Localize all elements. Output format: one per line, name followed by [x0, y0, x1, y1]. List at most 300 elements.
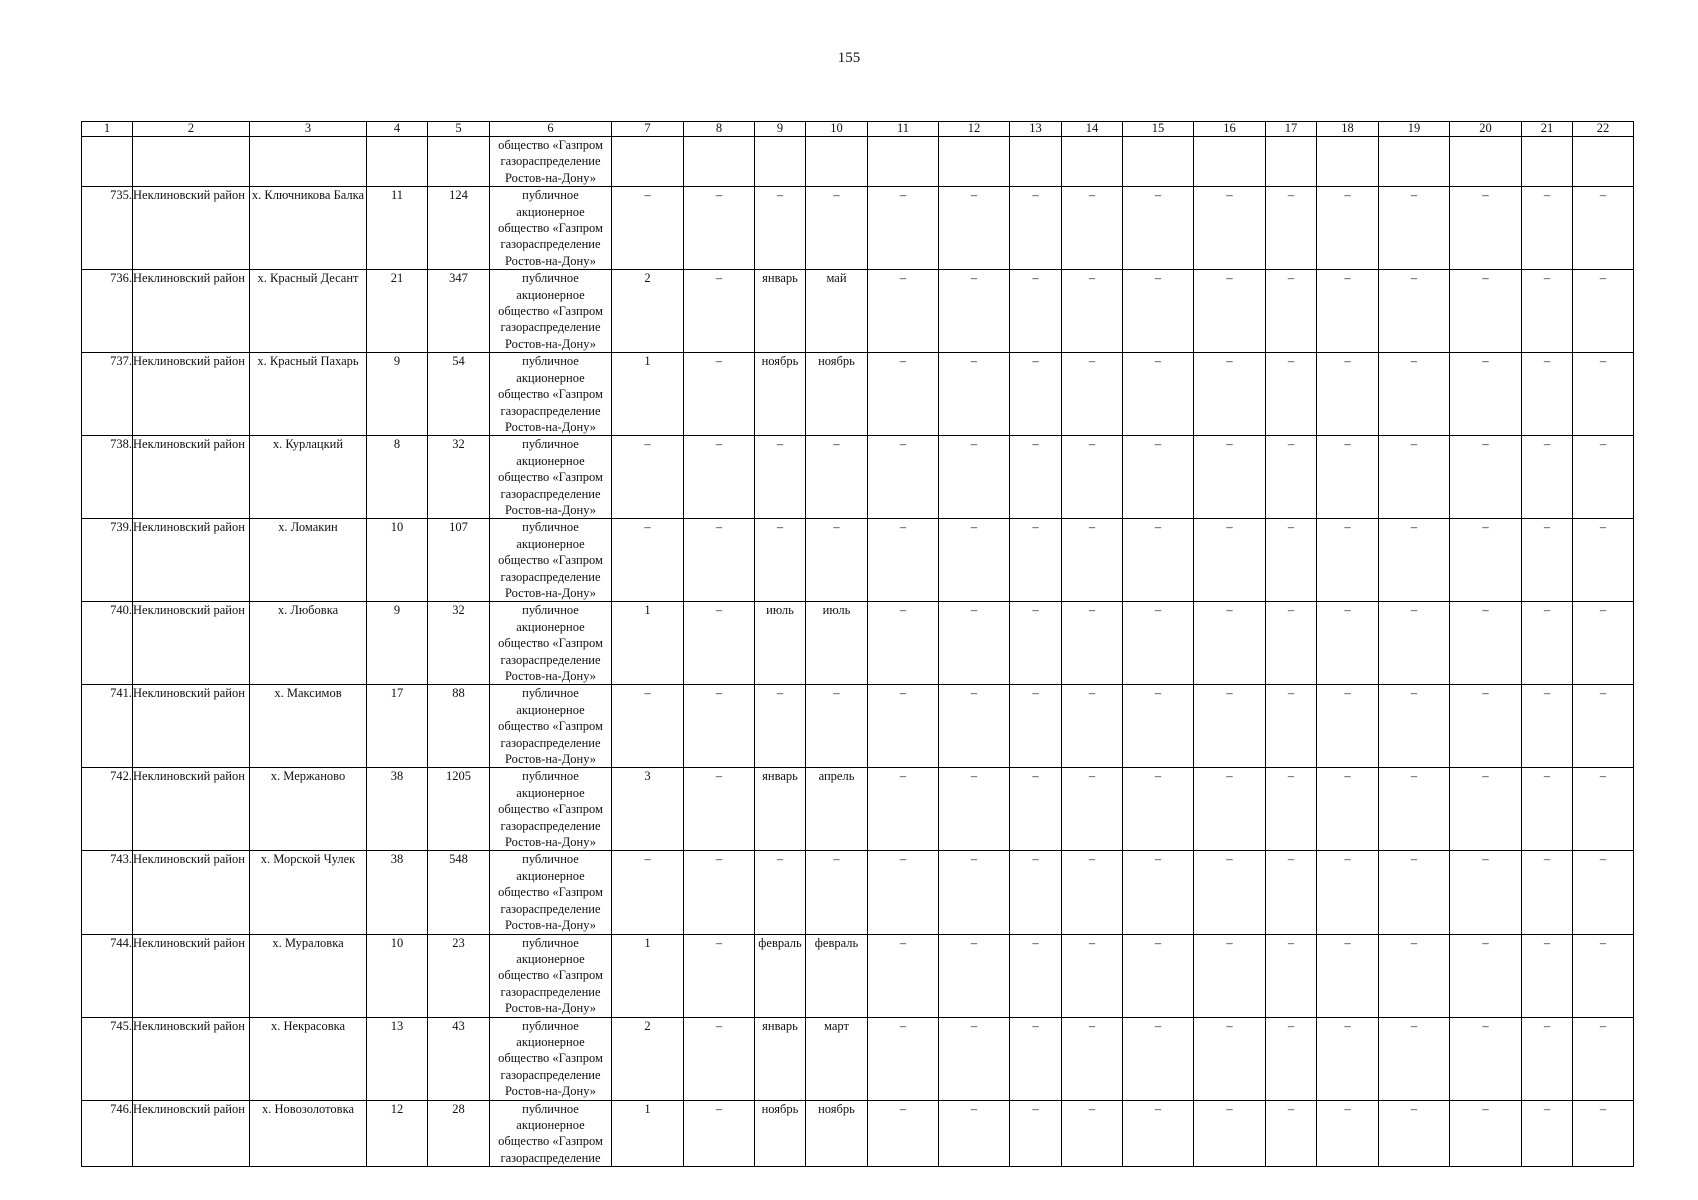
column-header-10: 10 — [806, 122, 868, 137]
organization-line: Ростов-на-Дону» — [504, 253, 597, 268]
empty-cell — [1010, 137, 1062, 187]
column-header-8: 8 — [684, 122, 755, 137]
empty-cell — [806, 137, 868, 187]
col-8-cell: – — [684, 519, 755, 602]
col-5-cell: 43 — [428, 1017, 490, 1100]
col-11-cell: – — [868, 519, 939, 602]
organization-line: общество «Газпром — [498, 636, 603, 651]
district-cell: Неклиновский район — [133, 768, 250, 851]
column-header-13: 13 — [1010, 122, 1062, 137]
col-16-cell: – — [1194, 519, 1266, 602]
col-5-cell: 548 — [428, 851, 490, 934]
table-row — [82, 187, 1634, 270]
column-header-9: 9 — [755, 122, 806, 137]
organization-cell — [490, 1100, 612, 1167]
table-row — [82, 137, 1634, 187]
row-number: 742. — [82, 768, 133, 851]
col-10-cell: апрель — [806, 768, 868, 851]
col-21-cell: – — [1522, 519, 1573, 602]
empty-cell — [133, 137, 250, 187]
district-cell: Неклиновский район — [133, 602, 250, 685]
col-20-cell: – — [1450, 685, 1522, 768]
empty-cell — [1573, 137, 1634, 187]
organization-line: газораспределение — [500, 1067, 601, 1082]
col-9-cell: – — [755, 685, 806, 768]
organization-line: акционерное — [516, 287, 585, 302]
column-header-12: 12 — [939, 122, 1010, 137]
col-19-cell: – — [1379, 436, 1450, 519]
col-17-cell: – — [1266, 270, 1317, 353]
col-7-cell: – — [612, 685, 684, 768]
organization-line: публичное — [522, 603, 579, 618]
col-15-cell: – — [1123, 602, 1194, 685]
settlement-cell: х. Любовка — [250, 602, 367, 685]
organization-cell — [490, 436, 612, 519]
empty-cell — [1317, 137, 1379, 187]
col-15-cell: – — [1123, 934, 1194, 1017]
col-9-cell: февраль — [755, 934, 806, 1017]
organization-line: публичное — [522, 1018, 579, 1033]
col-22-cell: – — [1573, 1017, 1634, 1100]
col-12-cell: – — [939, 602, 1010, 685]
column-header-3: 3 — [250, 122, 367, 137]
col-12-cell: – — [939, 270, 1010, 353]
row-number: 740. — [82, 602, 133, 685]
col-10-cell: – — [806, 851, 868, 934]
col-19-cell: – — [1379, 768, 1450, 851]
col-15-cell: – — [1123, 1017, 1194, 1100]
organization-cell — [490, 851, 612, 934]
organization-line: общество «Газпром — [498, 138, 603, 152]
col-13-cell: – — [1010, 602, 1062, 685]
empty-cell — [868, 137, 939, 187]
col-8-cell: – — [684, 685, 755, 768]
organization-line: акционерное — [516, 951, 585, 966]
col-7-cell: 3 — [612, 768, 684, 851]
col-20-cell: – — [1450, 270, 1522, 353]
col-17-cell: – — [1266, 602, 1317, 685]
col-19-cell: – — [1379, 187, 1450, 270]
organization-cell — [490, 602, 612, 685]
col-22-cell: – — [1573, 768, 1634, 851]
col-5-cell: 1205 — [428, 768, 490, 851]
col-9-cell: – — [755, 519, 806, 602]
settlement-cell: х. Ключникова Балка — [250, 187, 367, 270]
col-10-cell: июль — [806, 602, 868, 685]
col-19-cell: – — [1379, 519, 1450, 602]
district-cell: Неклиновский район — [133, 934, 250, 1017]
col-18-cell: – — [1317, 1100, 1379, 1167]
col-14-cell: – — [1062, 685, 1123, 768]
col-20-cell: – — [1450, 1017, 1522, 1100]
table-body — [82, 137, 1634, 1167]
row-number: 741. — [82, 685, 133, 768]
col-13-cell: – — [1010, 270, 1062, 353]
empty-cell — [1266, 137, 1317, 187]
col-18-cell: – — [1317, 1017, 1379, 1100]
settlement-cell: х. Максимов — [250, 685, 367, 768]
organization-line: Ростов-на-Дону» — [504, 170, 597, 185]
organization-cell — [490, 934, 612, 1017]
organization-line: Ростов-на-Дону» — [504, 502, 597, 517]
organization-line: публичное — [522, 520, 579, 535]
column-header-1: 1 — [82, 122, 133, 137]
col-15-cell: – — [1123, 353, 1194, 436]
table-row — [82, 768, 1634, 851]
col-5-cell: 23 — [428, 934, 490, 1017]
col-7-cell: 1 — [612, 602, 684, 685]
col-5-cell: 347 — [428, 270, 490, 353]
col-12-cell: – — [939, 353, 1010, 436]
empty-cell — [1522, 137, 1573, 187]
col-22-cell: – — [1573, 685, 1634, 768]
col-14-cell: – — [1062, 353, 1123, 436]
col-9-cell: ноябрь — [755, 1100, 806, 1167]
col-4-cell: 38 — [367, 851, 428, 934]
col-10-cell: февраль — [806, 934, 868, 1017]
organization-line: публичное — [522, 686, 579, 701]
col-18-cell: – — [1317, 519, 1379, 602]
col-17-cell: – — [1266, 851, 1317, 934]
row-number: 736. — [82, 270, 133, 353]
col-20-cell: – — [1450, 768, 1522, 851]
organization-line: публичное — [522, 935, 579, 950]
district-cell: Неклиновский район — [133, 1100, 250, 1167]
col-10-cell: – — [806, 187, 868, 270]
col-16-cell: – — [1194, 851, 1266, 934]
organization-line: общество «Газпром — [498, 802, 603, 817]
district-cell: Неклиновский район — [133, 270, 250, 353]
col-4-cell: 21 — [367, 270, 428, 353]
col-21-cell: – — [1522, 353, 1573, 436]
col-19-cell: – — [1379, 685, 1450, 768]
col-13-cell: – — [1010, 851, 1062, 934]
organization-line: публичное — [522, 188, 579, 203]
table-row — [82, 436, 1634, 519]
col-13-cell: – — [1010, 685, 1062, 768]
column-header-19: 19 — [1379, 122, 1450, 137]
organization-cell — [490, 353, 612, 436]
col-7-cell: 1 — [612, 1100, 684, 1167]
row-number: 739. — [82, 519, 133, 602]
organization-line: Ростов-на-Дону» — [504, 669, 597, 683]
col-20-cell: – — [1450, 519, 1522, 602]
col-10-cell: – — [806, 436, 868, 519]
col-22-cell: – — [1573, 270, 1634, 353]
col-12-cell: – — [939, 851, 1010, 934]
col-19-cell: – — [1379, 602, 1450, 685]
col-11-cell: – — [868, 1017, 939, 1100]
col-17-cell: – — [1266, 187, 1317, 270]
col-4-cell: 13 — [367, 1017, 428, 1100]
col-4-cell: 10 — [367, 934, 428, 1017]
col-8-cell: – — [684, 1017, 755, 1100]
empty-cell — [612, 137, 684, 187]
organization-line: Ростов-на-Дону» — [504, 1084, 597, 1099]
organization-line: Ростов-на-Дону» — [504, 835, 597, 850]
organization-line: акционерное — [516, 1117, 585, 1132]
empty-cell — [82, 137, 133, 187]
col-12-cell: – — [939, 436, 1010, 519]
col-15-cell: – — [1123, 436, 1194, 519]
col-21-cell: – — [1522, 685, 1573, 768]
col-11-cell: – — [868, 602, 939, 685]
col-9-cell: январь — [755, 768, 806, 851]
organization-line: акционерное — [516, 702, 585, 717]
col-14-cell: – — [1062, 519, 1123, 602]
district-cell: Неклиновский район — [133, 851, 250, 934]
settlement-cell: х. Красный Пахарь — [250, 353, 367, 436]
col-16-cell: – — [1194, 1100, 1266, 1167]
organization-line: публичное — [522, 852, 579, 867]
col-14-cell: – — [1062, 1100, 1123, 1167]
organization-line: газораспределение — [500, 403, 601, 418]
col-9-cell: – — [755, 436, 806, 519]
col-10-cell: ноябрь — [806, 353, 868, 436]
empty-cell — [1123, 137, 1194, 187]
settlement-cell: х. Морской Чулек — [250, 851, 367, 934]
empty-cell — [1062, 137, 1123, 187]
col-9-cell: июль — [755, 602, 806, 685]
col-15-cell: – — [1123, 270, 1194, 353]
organization-cell — [490, 137, 612, 187]
column-header-11: 11 — [868, 122, 939, 137]
organization-line: общество «Газпром — [498, 1134, 603, 1149]
organization-cell — [490, 270, 612, 353]
col-8-cell: – — [684, 602, 755, 685]
table-row — [82, 1017, 1634, 1100]
col-14-cell: – — [1062, 1017, 1123, 1100]
col-7-cell: 1 — [612, 934, 684, 1017]
col-4-cell: 38 — [367, 768, 428, 851]
settlement-cell: х. Курлацкий — [250, 436, 367, 519]
col-17-cell: – — [1266, 768, 1317, 851]
organization-line: Ростов-на-Дону» — [504, 336, 597, 351]
col-22-cell: – — [1573, 934, 1634, 1017]
organization-line: Ростов-на-Дону» — [504, 752, 597, 767]
column-header-4: 4 — [367, 122, 428, 137]
col-12-cell: – — [939, 934, 1010, 1017]
col-18-cell: – — [1317, 602, 1379, 685]
col-17-cell: – — [1266, 353, 1317, 436]
organization-line: акционерное — [516, 785, 585, 800]
organization-line: общество «Газпром — [498, 553, 603, 568]
table-row — [82, 353, 1634, 436]
col-9-cell: ноябрь — [755, 353, 806, 436]
empty-cell — [684, 137, 755, 187]
empty-cell — [250, 137, 367, 187]
col-15-cell: – — [1123, 768, 1194, 851]
col-13-cell: – — [1010, 519, 1062, 602]
col-16-cell: – — [1194, 270, 1266, 353]
col-5-cell: 88 — [428, 685, 490, 768]
col-14-cell: – — [1062, 851, 1123, 934]
empty-cell — [939, 137, 1010, 187]
col-18-cell: – — [1317, 851, 1379, 934]
col-22-cell: – — [1573, 353, 1634, 436]
col-8-cell: – — [684, 270, 755, 353]
organization-line: публичное — [522, 271, 579, 286]
col-22-cell: – — [1573, 436, 1634, 519]
organization-line: публичное — [522, 354, 579, 369]
col-4-cell: 17 — [367, 685, 428, 768]
col-11-cell: – — [868, 934, 939, 1017]
col-19-cell: – — [1379, 851, 1450, 934]
col-21-cell: – — [1522, 934, 1573, 1017]
col-8-cell: – — [684, 768, 755, 851]
col-10-cell: май — [806, 270, 868, 353]
col-14-cell: – — [1062, 768, 1123, 851]
organization-cell — [490, 685, 612, 768]
organization-line: акционерное — [516, 619, 585, 634]
col-21-cell: – — [1522, 436, 1573, 519]
col-4-cell: 8 — [367, 436, 428, 519]
col-15-cell: – — [1123, 519, 1194, 602]
col-18-cell: – — [1317, 436, 1379, 519]
col-4-cell: 10 — [367, 519, 428, 602]
col-17-cell: – — [1266, 519, 1317, 602]
col-13-cell: – — [1010, 1100, 1062, 1167]
organization-line: общество «Газпром — [498, 719, 603, 734]
col-19-cell: – — [1379, 1100, 1450, 1167]
column-number-row — [82, 122, 1634, 137]
col-8-cell: – — [684, 353, 755, 436]
organization-line: газораспределение — [500, 569, 601, 584]
organization-line: акционерное — [516, 204, 585, 219]
organization-line: акционерное — [516, 868, 585, 883]
col-15-cell: – — [1123, 1100, 1194, 1167]
col-7-cell: 1 — [612, 353, 684, 436]
col-18-cell: – — [1317, 685, 1379, 768]
organization-line: газораспределение — [500, 486, 601, 501]
col-13-cell: – — [1010, 436, 1062, 519]
organization-cell — [490, 768, 612, 851]
empty-cell — [367, 137, 428, 187]
col-21-cell: – — [1522, 270, 1573, 353]
column-header-17: 17 — [1266, 122, 1317, 137]
col-17-cell: – — [1266, 1100, 1317, 1167]
col-17-cell: – — [1266, 934, 1317, 1017]
register-table — [81, 121, 1634, 1167]
col-10-cell: ноябрь — [806, 1100, 868, 1167]
col-12-cell: – — [939, 768, 1010, 851]
organization-line: Ростов-на-Дону» — [504, 585, 597, 600]
organization-line: общество «Газпром — [498, 968, 603, 983]
col-18-cell: – — [1317, 270, 1379, 353]
col-15-cell: – — [1123, 685, 1194, 768]
col-4-cell: 9 — [367, 353, 428, 436]
organization-line: газораспределение — [500, 154, 601, 169]
district-cell: Неклиновский район — [133, 353, 250, 436]
col-18-cell: – — [1317, 934, 1379, 1017]
col-9-cell: – — [755, 187, 806, 270]
col-4-cell: 12 — [367, 1100, 428, 1167]
row-number: 743. — [82, 851, 133, 934]
row-number: 738. — [82, 436, 133, 519]
settlement-cell: х. Мураловка — [250, 934, 367, 1017]
col-22-cell: – — [1573, 187, 1634, 270]
row-number: 735. — [82, 187, 133, 270]
col-20-cell: – — [1450, 851, 1522, 934]
organization-line: акционерное — [516, 370, 585, 385]
organization-cell — [490, 1017, 612, 1100]
col-21-cell: – — [1522, 602, 1573, 685]
col-8-cell: – — [684, 436, 755, 519]
col-15-cell: – — [1123, 851, 1194, 934]
col-20-cell: – — [1450, 934, 1522, 1017]
col-9-cell: январь — [755, 1017, 806, 1100]
empty-cell — [1379, 137, 1450, 187]
col-16-cell: – — [1194, 436, 1266, 519]
col-16-cell: – — [1194, 602, 1266, 685]
organization-line: газораспределение — [500, 735, 601, 750]
column-header-2: 2 — [133, 122, 250, 137]
col-10-cell: – — [806, 519, 868, 602]
table-row — [82, 1100, 1634, 1167]
col-5-cell: 54 — [428, 353, 490, 436]
page-number: 155 — [837, 50, 861, 66]
col-13-cell: – — [1010, 187, 1062, 270]
col-16-cell: – — [1194, 685, 1266, 768]
col-11-cell: – — [868, 436, 939, 519]
col-10-cell: март — [806, 1017, 868, 1100]
col-16-cell: – — [1194, 187, 1266, 270]
col-11-cell: – — [868, 685, 939, 768]
column-header-6: 6 — [490, 122, 612, 137]
col-19-cell: – — [1379, 270, 1450, 353]
organization-line: общество «Газпром — [498, 387, 603, 402]
col-14-cell: – — [1062, 436, 1123, 519]
organization-line: Ростов-на-Дону» — [504, 419, 597, 434]
col-8-cell: – — [684, 1100, 755, 1167]
col-20-cell: – — [1450, 1100, 1522, 1167]
settlement-cell: х. Мержаново — [250, 768, 367, 851]
col-5-cell: 32 — [428, 436, 490, 519]
column-header-5: 5 — [428, 122, 490, 137]
col-17-cell: – — [1266, 1017, 1317, 1100]
col-15-cell: – — [1123, 187, 1194, 270]
col-11-cell: – — [868, 1100, 939, 1167]
organization-line: акционерное — [516, 1034, 585, 1049]
col-21-cell: – — [1522, 187, 1573, 270]
col-14-cell: – — [1062, 187, 1123, 270]
row-number: 737. — [82, 353, 133, 436]
col-13-cell: – — [1010, 768, 1062, 851]
organization-line: Ростов-на-Дону» — [504, 918, 597, 933]
organization-line: газораспределение — [500, 901, 601, 916]
table-row — [82, 270, 1634, 353]
column-header-22: 22 — [1573, 122, 1634, 137]
col-19-cell: – — [1379, 1017, 1450, 1100]
col-5-cell: 28 — [428, 1100, 490, 1167]
col-5-cell: 124 — [428, 187, 490, 270]
col-18-cell: – — [1317, 353, 1379, 436]
col-8-cell: – — [684, 187, 755, 270]
organization-line: общество «Газпром — [498, 221, 603, 236]
col-5-cell: 32 — [428, 602, 490, 685]
organization-line: газораспределение — [500, 984, 601, 999]
district-cell: Неклиновский район — [133, 1017, 250, 1100]
col-18-cell: – — [1317, 187, 1379, 270]
col-19-cell: – — [1379, 934, 1450, 1017]
col-13-cell: – — [1010, 1017, 1062, 1100]
col-11-cell: – — [868, 353, 939, 436]
col-16-cell: – — [1194, 353, 1266, 436]
organization-line: газораспределение — [500, 1150, 601, 1165]
column-header-14: 14 — [1062, 122, 1123, 137]
settlement-cell: х. Красный Десант — [250, 270, 367, 353]
organization-line: общество «Газпром — [498, 1051, 603, 1066]
